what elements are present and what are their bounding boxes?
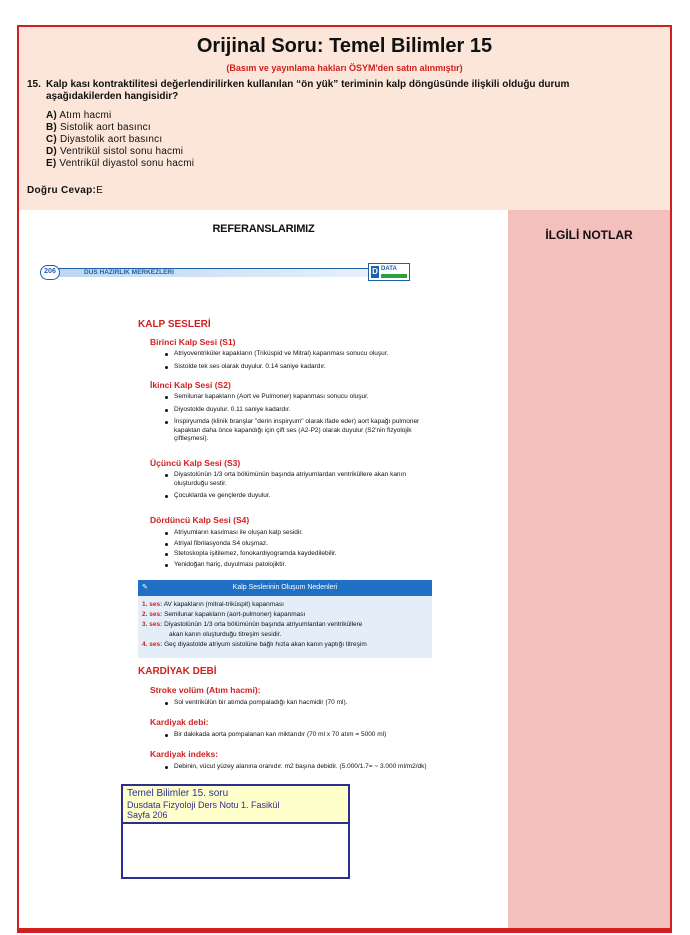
box-row: 3. ses: Diyastolünün 1/3 orta bölümünün başında atriyumlardan ventriküllere xyxy=(142,621,363,628)
s3-title: Üçüncü Kalp Sesi (S3) xyxy=(150,458,241,468)
list-item: Debinin, vücut yüzey alanına oranıdır. m2 başına debidir. (5.000/1.7= ~ 3.000 ml/m2/dk) xyxy=(162,763,432,772)
notes-title: İLGİLİ NOTLAR xyxy=(545,228,633,242)
list-item: İnspiryumda (klinik branşlar "derin inspiryum" olarak ifade eder) aort kapağı pulmoner kapaktan daha önce kapandığı için çift ses (A2-P2) olarak duyulur (S2'nin fizyolojik çiftleşmesi). xyxy=(162,418,432,444)
dusdata-logo xyxy=(368,263,410,281)
list-item: Diyastolünün 1/3 orta bölümünün başında atriyumlardan ventriküllere akan kanın oluşturduğu sestir. xyxy=(162,471,432,488)
book-page-number: 206 xyxy=(40,265,60,280)
copyright-notice: (Basım ve yayınlama hakları ÖSYM'den satın alınmıştır) xyxy=(226,63,463,73)
option-b: B) Sistolik aort basıncı xyxy=(46,122,151,133)
book-page xyxy=(40,263,427,863)
notes-area xyxy=(508,210,670,933)
list-item: Atriyumların kasılması ile oluşan kalp sesidir. xyxy=(162,529,432,538)
s4-list xyxy=(162,529,432,571)
page-title: Orijinal Soru: Temel Bilimler 15 xyxy=(196,35,493,57)
answer-options xyxy=(46,110,194,170)
box-row: 4. ses: Geç diyastolde atriyum sistolüne bağlı hızla akan kanın yaptığı titreşim xyxy=(142,641,367,648)
s2-title: İkinci Kalp Sesi (S2) xyxy=(150,380,231,390)
box-row: akan kanın oluşturduğu titreşim sesidir. xyxy=(169,631,282,638)
option-d: D) Ventrikül sistol sonu hacmi xyxy=(46,146,184,157)
s1-list xyxy=(162,350,432,375)
option-a: A) Atım hacmi xyxy=(46,110,112,121)
logo-strip xyxy=(381,274,407,278)
note-line-2: Dusdata Fizyoloji Ders Notu 1. Fasikül xyxy=(127,800,280,810)
references-title: REFERANSLARIMIZ xyxy=(212,223,315,235)
logo-word: DATA xyxy=(381,266,397,272)
question-panel xyxy=(19,27,670,210)
ci-title: Kardiyak indeks: xyxy=(150,749,219,759)
stethoscope-icon: ✎ xyxy=(142,584,148,591)
list-item: Yenidoğan hariç, duyulması patolojiktir. xyxy=(162,561,432,570)
cd-title: Kardiyak debi: xyxy=(150,717,209,727)
heart-sounds-box xyxy=(138,580,432,658)
sv-list xyxy=(162,699,432,712)
list-item: Çocuklarda ve gençlerde duyulur. xyxy=(162,492,432,501)
list-item: Sistolde tek ses olarak duyulur. 0.14 saniye kadardır. xyxy=(162,363,432,372)
bottom-border xyxy=(17,928,672,933)
book-page-header xyxy=(40,263,420,283)
box-title: ✎ Kalp Seslerinin Oluşum Nedenleri xyxy=(138,580,432,596)
option-e: E) Ventrikül diyastol sonu hacmi xyxy=(46,158,195,169)
s2-list xyxy=(162,393,432,448)
list-item: Sol ventrikülün bir atımda pompaladığı kan hacmidir (70 ml). xyxy=(162,699,432,708)
note-line-1: Temel Bilimler 15. soru xyxy=(127,788,229,799)
reference-note-box xyxy=(121,784,350,879)
list-item: Stetoskopla işitilemez, fonokardiyogramda kaydedilebilir. xyxy=(162,550,432,559)
box-rows xyxy=(142,600,428,650)
list-item: Semilunar kapakların (Aort ve Pulmoner) kapanması sonucu oluşur. xyxy=(162,393,432,402)
cd-list xyxy=(162,731,432,744)
s4-title: Dördüncü Kalp Sesi (S4) xyxy=(150,515,250,525)
s3-list xyxy=(162,471,432,505)
reference-note-highlight xyxy=(123,786,348,824)
question-text: Kalp kası kontraktilitesi değerlendirilirken kullanılan “ön yük” teriminin kalp döngüsünde ilişkili olduğu durum aşağıdakilerden hangisidir? xyxy=(46,79,570,102)
sv-title: Stroke volüm (Atım hacmi): xyxy=(150,685,261,695)
book-header-label: DUS HAZIRLIK MERKEZLERİ xyxy=(84,269,174,276)
note-line-3: Sayfa 206 xyxy=(127,810,168,820)
correct-answer: Doğru Cevap:E xyxy=(27,185,103,196)
option-c: C) Diyastolik aort basıncı xyxy=(46,134,163,145)
list-item: Atriyoventriküler kapakların (Triküspid ve Mitral) kapanması sonucu oluşur. xyxy=(162,350,432,359)
section-kardiyak-debi: KARDİYAK DEBİ xyxy=(138,666,217,677)
list-item: Atriyal fibrilasyonda S4 oluşmaz. xyxy=(162,540,432,549)
section-kalp-sesleri: KALP SESLERİ xyxy=(138,319,211,330)
ci-list xyxy=(162,763,432,776)
list-item: Diyostolde duyulur. 0.11 saniye kadardır. xyxy=(162,406,432,415)
question-number: 15. xyxy=(27,79,41,90)
box-row: 1. ses: AV kapakların (mitral-triküspit) kapanması xyxy=(142,601,284,608)
list-item: Bir dakikada aorta pompalanan kan miktarıdır (70 ml x 70 atım = 5000 ml) xyxy=(162,731,432,740)
box-row: 2. ses: Semilunar kapakların (aort-pulmoner) kapanması xyxy=(142,611,306,618)
logo-mark-icon: D xyxy=(372,267,378,276)
s1-title: Birinci Kalp Sesi (S1) xyxy=(150,337,236,347)
